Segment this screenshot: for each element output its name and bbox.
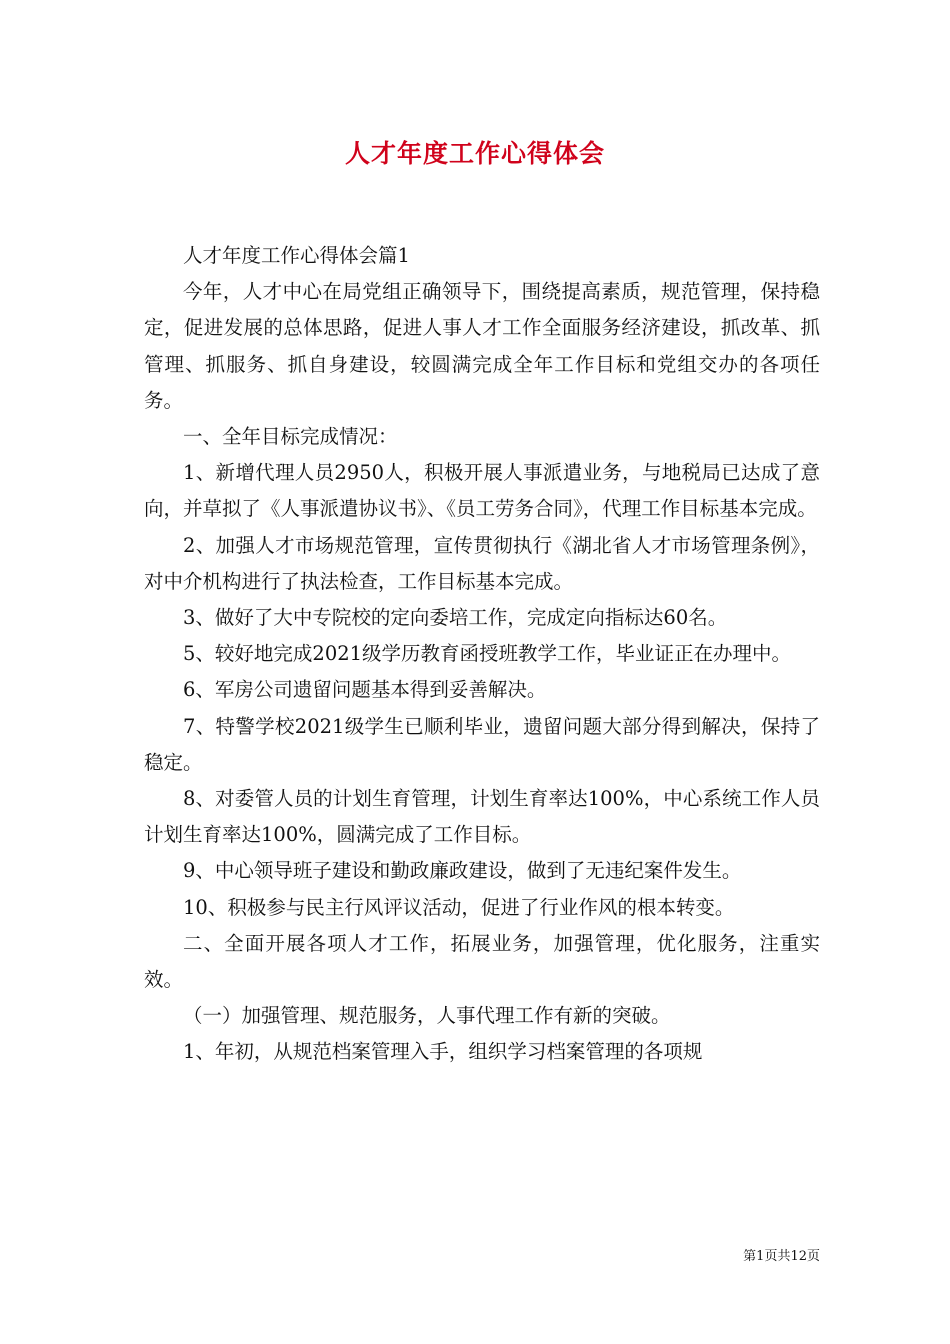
document-body xyxy=(144,238,820,1071)
paragraph-item-9: 9、中心领导班子建设和勤政廉政建设，做到了无违纪案件发生。 xyxy=(183,859,742,883)
paragraph-subheading-1: （一）加强管理、规范服务，人事代理工作有新的突破。 xyxy=(183,1004,671,1028)
paragraph-item-1: 1、新增代理人员2950人，积极开展人事派遣业务，与地税局已达成了意向，并草拟了《人事派遣协议书》、《员工劳务合同》，代理工作目标基本完成。 xyxy=(144,461,820,521)
paragraph-item-10: 10、积极参与民主行风评议活动，促进了行业作风的根本转变。 xyxy=(183,895,735,919)
paragraph-heading-1: 一、全年目标完成情况： xyxy=(183,425,398,449)
paragraph-intro: 今年，人才中心在局党组正确领导下，围绕提高素质，规范管理，保持稳定，促进发展的总体思路，促进人事人才工作全面服务经济建设，抓改革、抓管理、抓服务、抓自身建设，较圆满完成全年工作目标和党组交办的各项任务。 xyxy=(144,280,820,412)
paragraph-item-5: 5、较好地完成2021级学历教育函授班教学工作，毕业证正在办理中。 xyxy=(183,642,792,666)
paragraph-item-8: 8、对委管人员的计划生育管理，计划生育率达100%，中心系统工作人员计划生育率达100%，圆满完成了工作目标。 xyxy=(144,787,820,847)
paragraph-section-heading: 人才年度工作心得体会篇1 xyxy=(183,244,410,267)
paragraph-item-3: 3、做好了大中专院校的定向委培工作，完成定向指标达60名。 xyxy=(183,606,728,630)
paragraph-sub-item-1: 1、年初，从规范档案管理入手，组织学习档案管理的各项规 xyxy=(183,1040,703,1064)
page-title: 人才年度工作心得体会 xyxy=(344,139,605,168)
paragraph-item-2: 2、加强人才市场规范管理，宣传贯彻执行《湖北省人才市场管理条例》，对中介机构进行了执法检查，工作目标基本完成。 xyxy=(144,533,820,593)
page-number-footer: 第1页共12页 xyxy=(743,1249,820,1264)
paragraph-item-6: 6、军房公司遗留问题基本得到妥善解决。 xyxy=(183,678,547,702)
paragraph-item-7: 7、特警学校2021级学生已顺利毕业，遗留问题大部分得到解决，保持了稳定。 xyxy=(144,714,820,774)
paragraph-heading-2: 二、全面开展各项人才工作，拓展业务，加强管理，优化服务，注重实效。 xyxy=(144,931,820,992)
